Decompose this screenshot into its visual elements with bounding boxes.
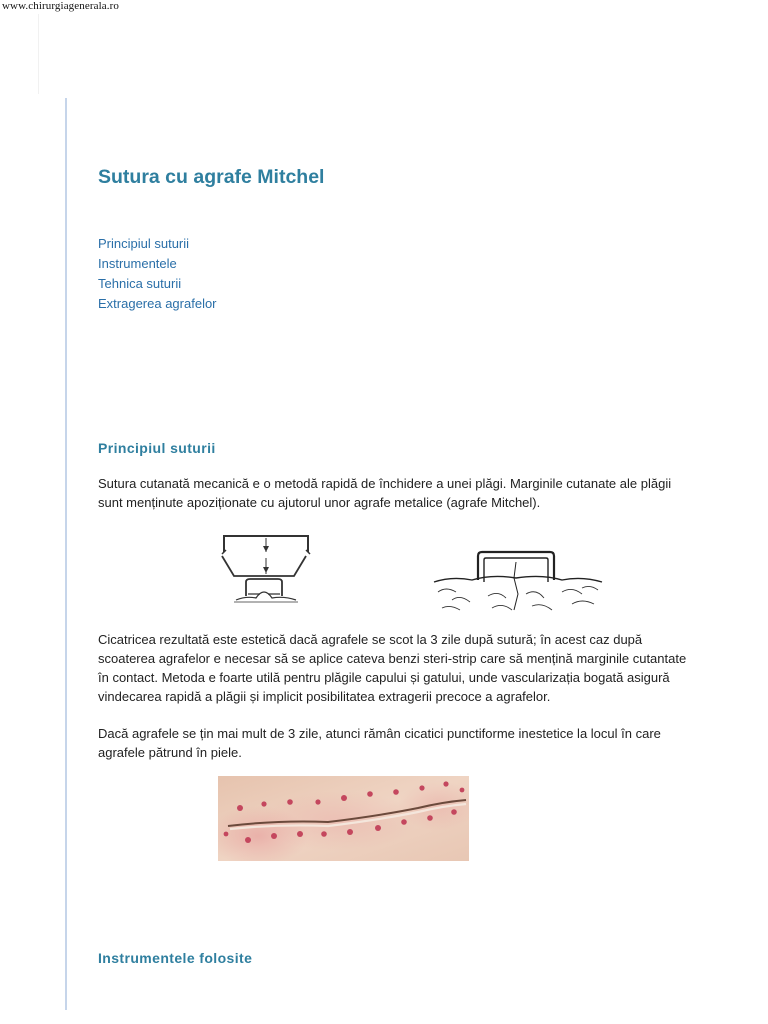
scar-photo-image [218,776,469,861]
toc-link-instrumentele[interactable]: Instrumentele [98,256,177,271]
paragraph-principle-3: Dacă agrafele se țin mai mult de 3 zile, atunci rămân cicatici punctiforme inestetice la locul în care agrafele pătrund în piele. [98,726,661,760]
staple-skin-cross-section [432,548,604,614]
article-title: Sutura cu agrafe Mitchel [98,166,325,188]
paragraph-principle-1: Sutura cutanată mecanică e o metodă rapidă de închidere a unei plăgi. Marginile cutanate ale plăgii sunt menținute apoziționate cu ajutorul unor agrafe metalice (agrafe Mitchel). [98,476,672,510]
site-url: www.chirurgiagenerala.ro [2,0,119,12]
staple-insertion-diagram [212,530,312,610]
section-heading-principle: Principiul suturii [98,440,216,456]
section-heading-instruments: Instrumentele folosite [98,950,253,966]
paragraph-principle-2: Cicatricea rezultată este estetică dacă agrafele se scot la 3 zile după sutură; în acest caz după scoaterea agrafelor e necesar să se aplice cateva benzi steri-strip care să mențină marginile cutantate în contact. Metoda e foarte utilă pentru plăgile capului și gatului, unde vascularizația bogată asigură vindecarea rapidă a plăgii și implicit posibilitatea extragerii precoce a agrafelor. [98,632,687,704]
scar-photo [218,776,469,861]
toc-link-principiul[interactable]: Principiul suturii [98,236,190,251]
left-margin-rule [65,98,67,1010]
table-of-contents [98,234,217,314]
faint-divider [38,14,39,94]
toc-link-extragerea[interactable]: Extragerea agrafelor [98,296,217,311]
toc-link-tehnica[interactable]: Tehnica suturii [98,276,182,291]
